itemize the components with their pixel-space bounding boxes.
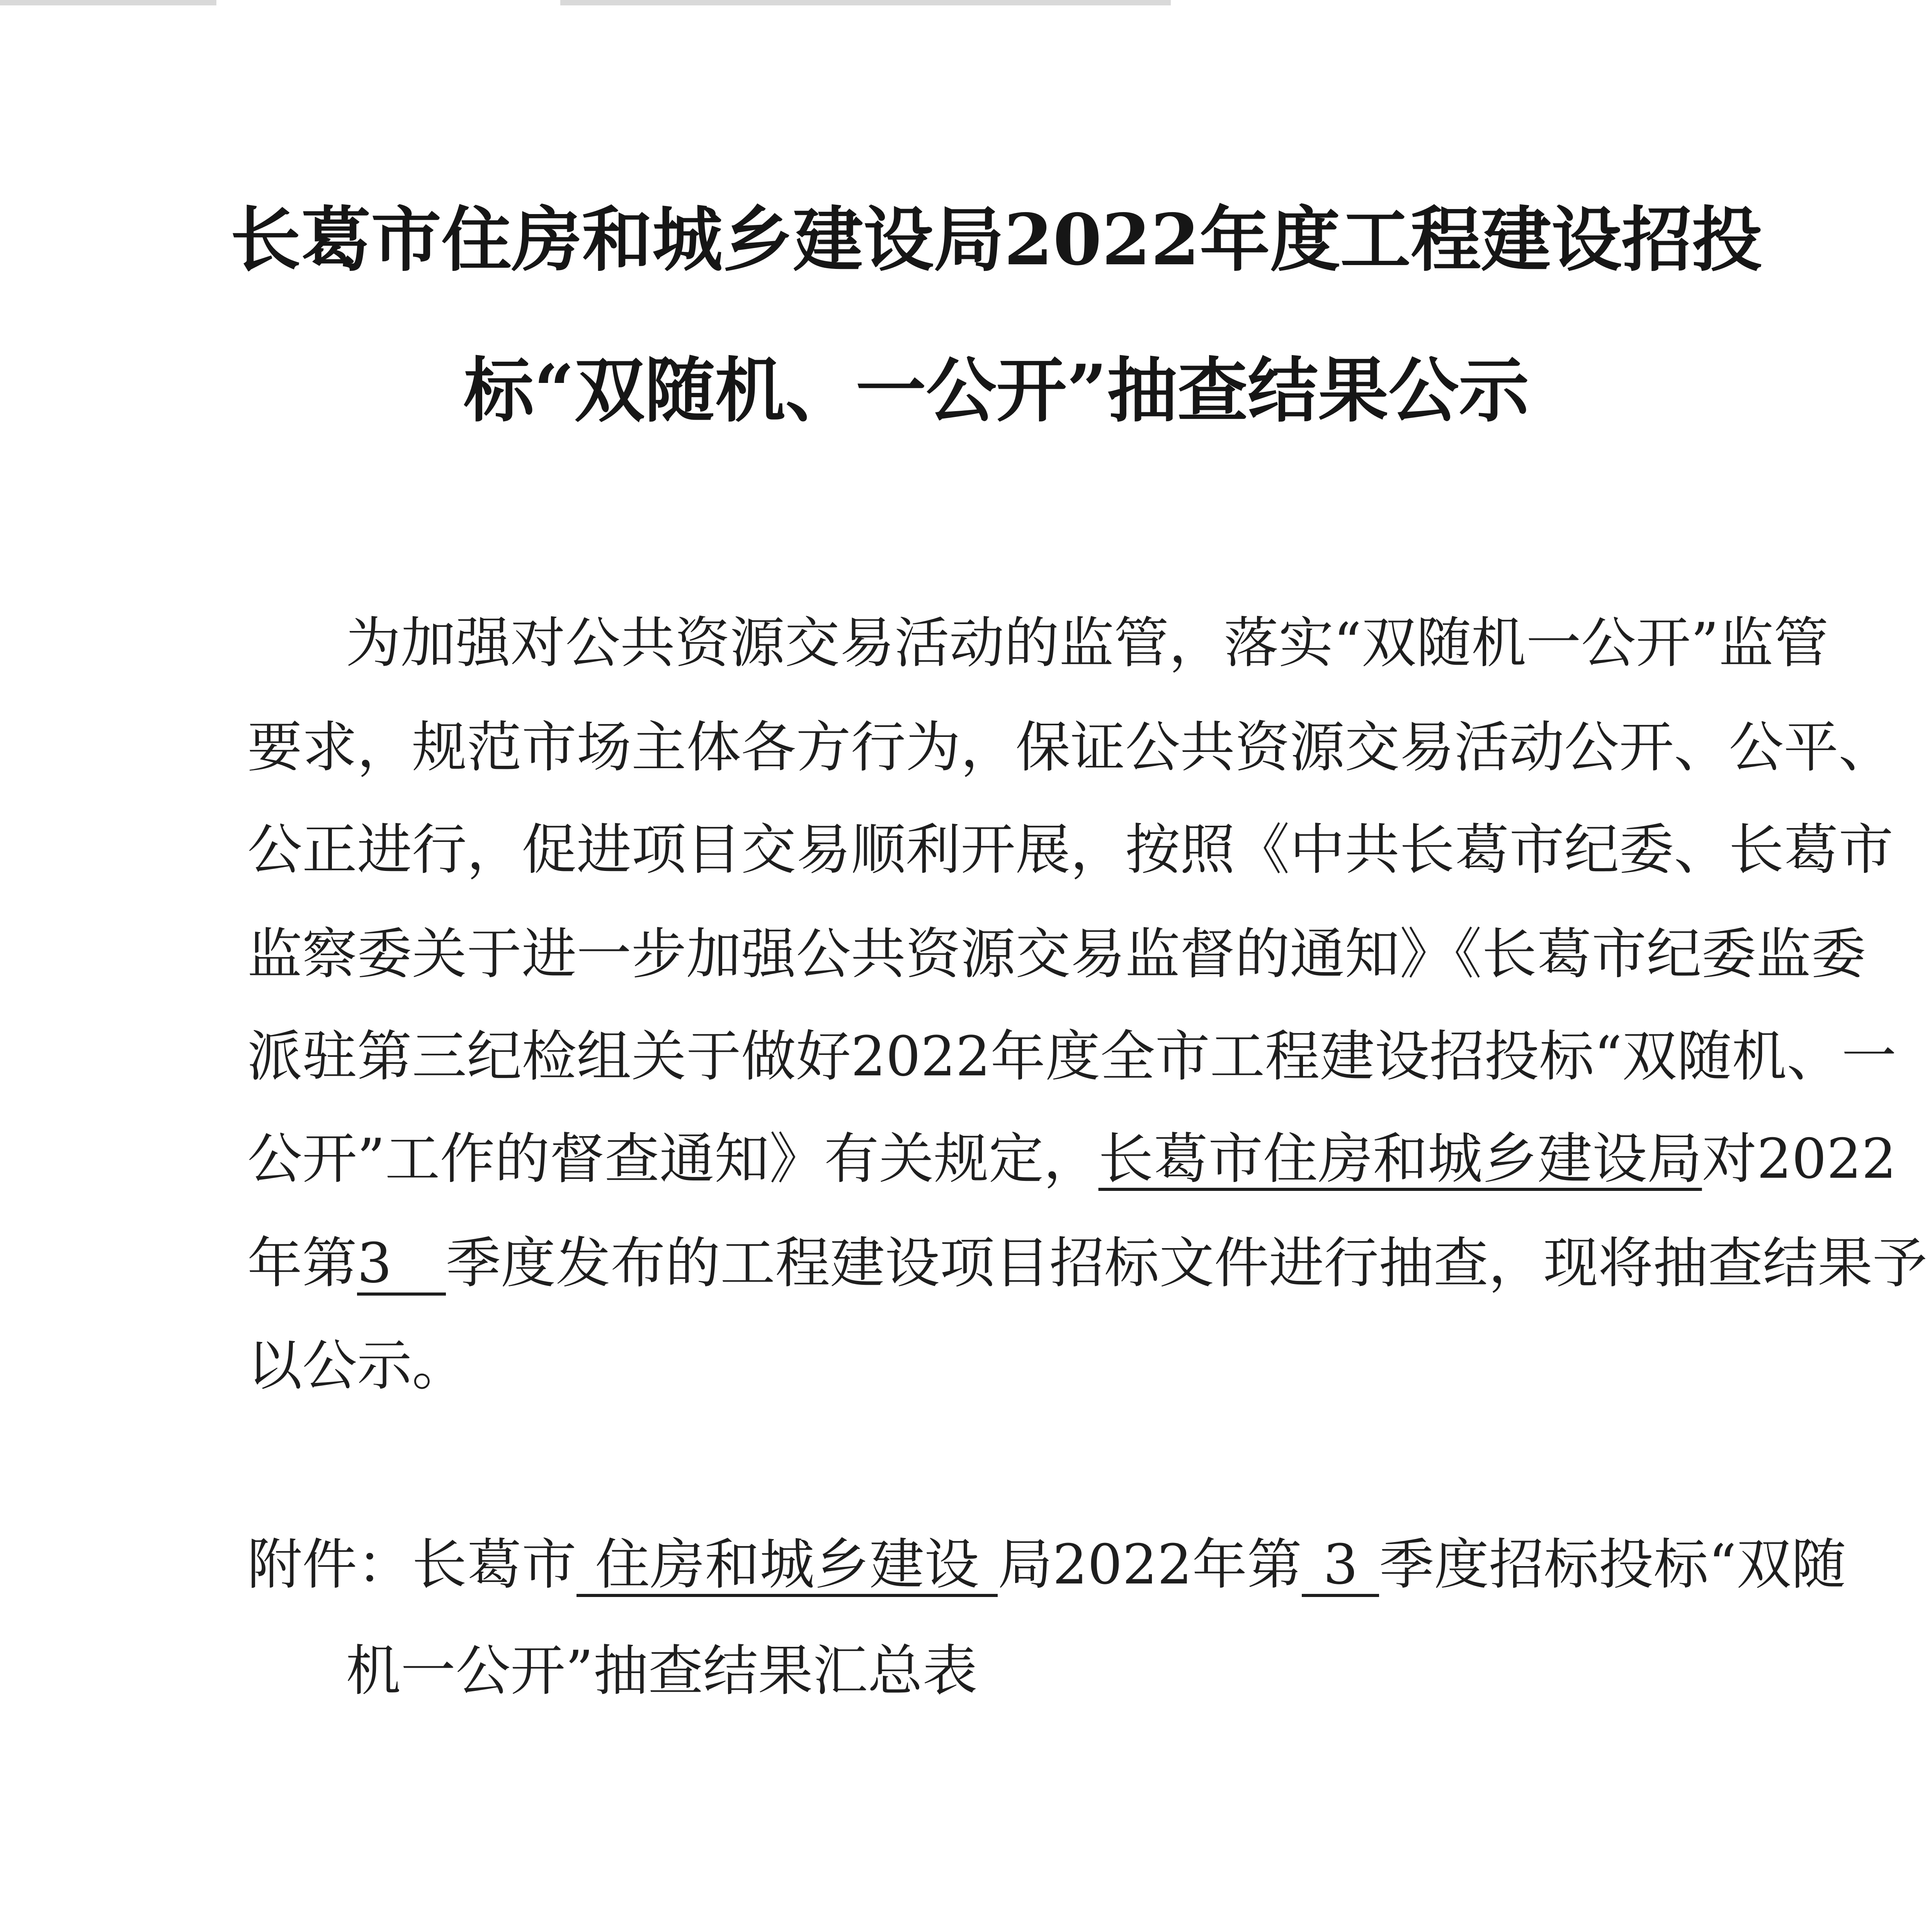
body-line-8: 以公示。 [247, 1334, 467, 1398]
scan-mark [560, 0, 1171, 5]
body-line-2: 要求，规范市场主体各方行为，保证公共资源交易活动公开、公平、 [247, 716, 1893, 779]
attachment-quarter-blank: 3 [1302, 1536, 1379, 1597]
document-title-line-2: 标“双随机、一公开”抽查结果公示 [463, 349, 1529, 432]
attachment-tail: 季度招标投标“双随 [1379, 1533, 1846, 1597]
attachment-mid: 局2022年第 [998, 1533, 1302, 1597]
body-line-3: 公正进行，促进项目交易顺利开展，按照《中共长葛市纪委、长葛市 [247, 818, 1893, 882]
body-line-6-text: 公开”工作的督查通知》有关规定， [247, 1127, 1099, 1191]
underlined-department-name: 长葛市住房和城乡建设局 [1098, 1127, 1702, 1191]
attachment-line-1 [247, 1528, 1846, 1602]
body-line-7-text: 年第 [247, 1231, 357, 1295]
department-blank: 住房和城乡建设 [577, 1536, 998, 1597]
body-line-4: 监察委关于进一步加强公共资源交易监督的通知》《长葛市纪委监委 [247, 922, 1866, 986]
body-line-5: 派驻第三纪检组关于做好2022年度全市工程建设招投标“双随机、一 [247, 1025, 1896, 1088]
scan-mark [0, 0, 216, 5]
attachment-label: 附件：长葛市 [247, 1533, 577, 1597]
attachment-line-2: 机一公开”抽查结果汇总表 [346, 1639, 978, 1703]
document-title-line-1: 长葛市住房和城乡建设局2022年度工程建设招投 [230, 198, 1762, 281]
body-line-7 [247, 1227, 1927, 1300]
body-line-6 [247, 1122, 1896, 1196]
body-line-7-tail: 季度发布的工程建设项目招标文件进行抽查，现将抽查结果予 [446, 1231, 1927, 1295]
body-line-6-tail: 对2022 [1702, 1127, 1896, 1191]
body-line-1: 为加强对公共资源交易活动的监管，落实“双随机一公开”监管 [346, 611, 1829, 675]
quarter-blank: 3 [357, 1235, 446, 1296]
